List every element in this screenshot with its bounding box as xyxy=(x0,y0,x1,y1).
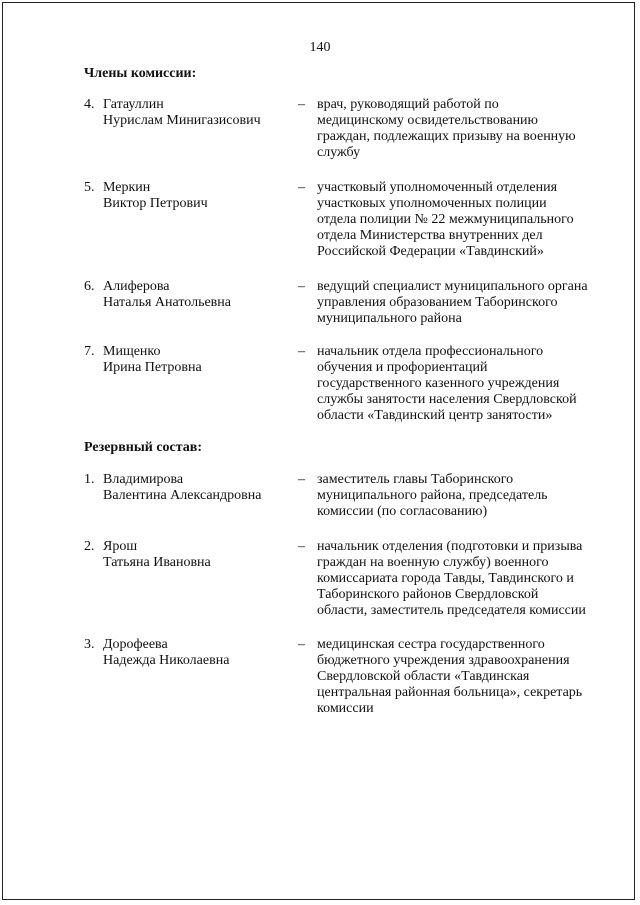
members-heading: Члены комиссии: xyxy=(84,66,197,81)
position-description: начальник отдела профессионального обучения и профориентаций государственного казенного учреждения службы занятости населения Свердловской области «Тавдинский центр занятости» xyxy=(317,344,577,423)
dash: – xyxy=(298,472,305,487)
person-name: Мищенко Ирина Петровна xyxy=(103,344,202,375)
person-name: Алиферова Наталья Анатольевна xyxy=(103,279,232,310)
position-description: начальник отделения (подготовки и призыва граждан на военную службу) военного комиссариата города Тавды, Тавдинского и Таборинского районов Свердловской области, заместитель председателя комиссии xyxy=(317,539,586,618)
dash: – xyxy=(298,180,305,195)
dash: – xyxy=(298,637,305,652)
entry-number: 2. xyxy=(84,539,95,554)
position-description: медицинская сестра государственного бюджетного учреждения здравоохранения Свердловской области «Тавдинская центральная районная больница», секретарь комиссии xyxy=(317,637,583,716)
entry-number: 5. xyxy=(84,180,95,195)
page-number: 140 xyxy=(309,40,331,55)
dash: – xyxy=(298,279,305,294)
entry-number: 1. xyxy=(84,472,95,487)
person-name: Ярош Татьяна Ивановна xyxy=(103,539,211,570)
dash: – xyxy=(298,539,305,554)
entry-number: 4. xyxy=(84,97,95,112)
dash: – xyxy=(298,97,305,112)
person-name: Владимирова Валентина Александровна xyxy=(103,472,262,503)
position-description: ведущий специалист муниципального органа управления образованием Таборинского муниципального района xyxy=(317,279,588,326)
position-description: врач, руководящий работой по медицинскому освидетельствованию граждан, подлежащих призыву на военную службу xyxy=(317,97,576,160)
position-description: заместитель главы Таборинского муниципального района, председатель комиссии (по согласованию) xyxy=(317,472,548,519)
entry-number: 6. xyxy=(84,279,95,294)
dash: – xyxy=(298,344,305,359)
position-description: участковый уполномоченный отделения участковых уполномоченных полиции отдела полиции № 22 межмуниципального отдела Министерства внутренних дел Российской Федерации «Тавдинский» xyxy=(317,180,574,259)
reserve-heading: Резервный состав: xyxy=(84,440,203,455)
person-name: Гатауллин Нурислам Минигазисович xyxy=(103,97,261,128)
entry-number: 3. xyxy=(84,637,95,652)
person-name: Меркин Виктор Петрович xyxy=(103,180,208,211)
entry-number: 7. xyxy=(84,344,95,359)
person-name: Дорофеева Надежда Николаевна xyxy=(103,637,230,668)
